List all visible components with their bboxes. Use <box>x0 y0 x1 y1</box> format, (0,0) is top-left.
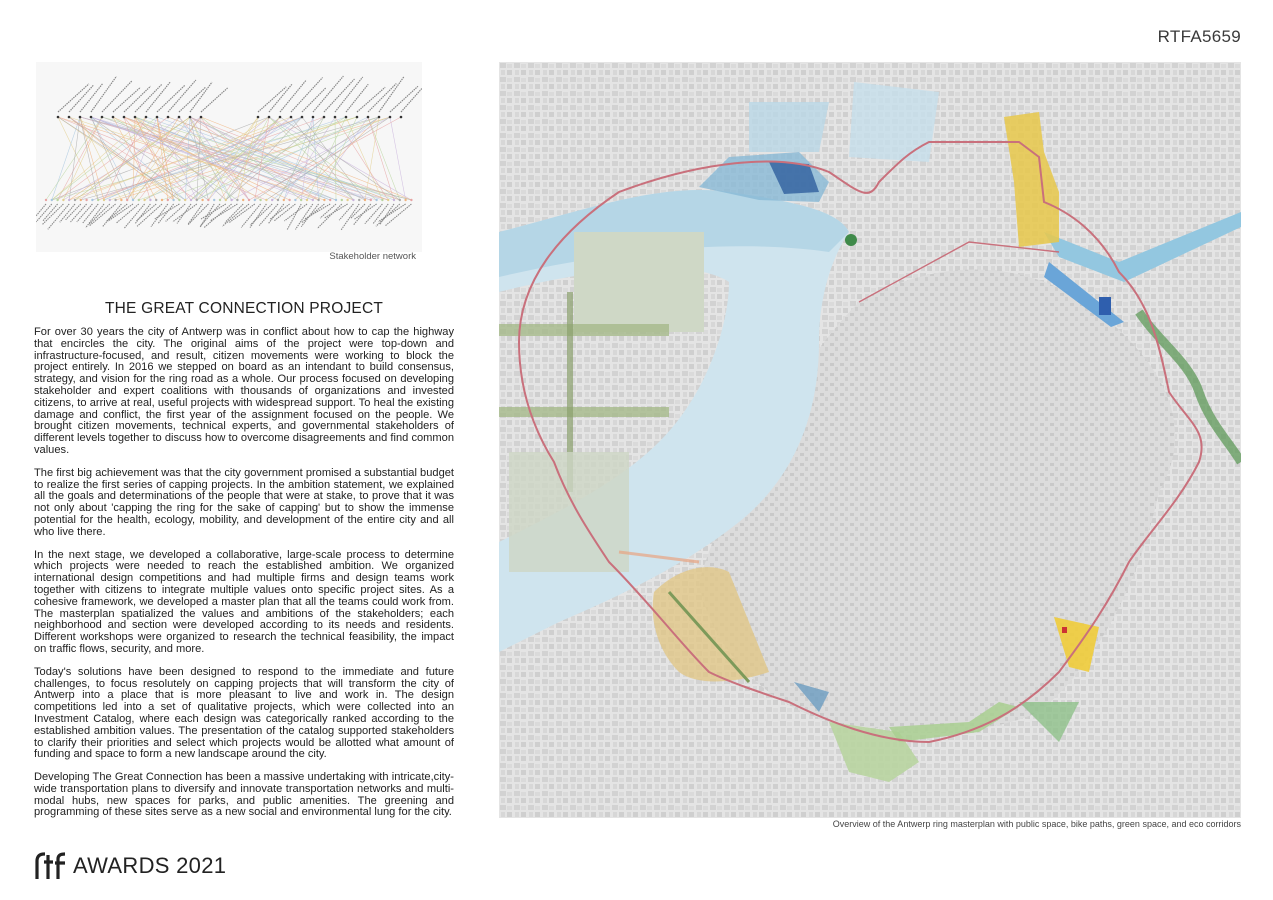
network-node <box>45 199 47 201</box>
green-corridor <box>499 324 669 336</box>
network-label-mark <box>210 204 237 221</box>
network-label-mark <box>324 204 347 218</box>
network-label-mark <box>280 80 306 112</box>
network-label-mark <box>168 80 196 112</box>
network-node <box>156 116 159 119</box>
network-node <box>375 199 377 201</box>
rtf-logo-icon <box>34 851 68 881</box>
network-node <box>132 199 134 201</box>
network-node <box>345 116 348 119</box>
network-label-mark <box>373 204 388 224</box>
network-label-mark <box>42 204 63 224</box>
left-bank-park <box>574 232 704 332</box>
network-node <box>184 199 186 201</box>
paragraph: For over 30 years the city of Antwerp was in conflict about how to cap the highway that encircles the city. The original aims of the project were top-down and infrastructure-focused, and result, citizen movements were working to block the project entirely. In 2016 we stepped on board as an intendant to build consensus, strategy, and vision for the ring road as a whole. Our process focused on developing stakeholder and expert coalitions with thousands of organizations and invested citizens, to arrive at real, useful projects with widespread support. To heal the existing damage and conflict, the first year of the assignment focused on the people. We brought citizen movements, technical experts, and governmental stakeholders of different levels together to discuss how to overcome disagreements and find common values. <box>34 326 454 456</box>
network-node <box>161 199 163 201</box>
green-node <box>845 234 857 246</box>
network-node <box>57 116 60 119</box>
network-node <box>68 199 70 201</box>
network-link <box>319 117 357 200</box>
network-node <box>312 116 315 119</box>
network-node <box>207 199 209 201</box>
network-node <box>367 116 370 119</box>
network-label-mark <box>102 81 132 112</box>
network-node <box>399 199 401 201</box>
network-node <box>172 199 174 201</box>
network-node <box>335 199 337 201</box>
network-node <box>301 116 304 119</box>
network-node <box>149 199 151 201</box>
paragraph: Today's solutions have been designed to respond to the immediate and future challenges, to focus resolutely on capping projects that will transform the city of Antwerp into a place that is more pleasant to live and work in. The design competitions led into a set of qualitative projects, which were collected into an Investment Catalog, where each design was categorically ranked according to the established ambition values. The presentation of the catalog supported stakeholders to clarify their priorities and select which projects would be allotted what amount of funding and space to form a new landscape around the city. <box>34 665 454 761</box>
stakeholder-network-caption: Stakeholder network <box>329 251 416 262</box>
network-node <box>145 116 148 119</box>
network-label-mark <box>179 87 206 112</box>
antwerp-ring-map <box>499 62 1241 818</box>
page-title: THE GREAT CONNECTION PROJECT <box>104 300 383 317</box>
network-label-mark <box>346 84 368 112</box>
network-node <box>312 199 314 201</box>
network-node <box>114 199 116 201</box>
network-node <box>341 199 343 201</box>
network-label-mark <box>401 80 422 112</box>
network-node <box>259 199 261 201</box>
network-node <box>393 199 395 201</box>
network-node <box>277 199 279 201</box>
network-node <box>279 116 282 119</box>
network-label-mark <box>295 204 312 229</box>
network-label-mark <box>302 88 326 112</box>
network-label-mark <box>48 204 69 229</box>
network-label-mark <box>335 77 363 112</box>
network-node <box>201 199 203 201</box>
green-corridor <box>499 407 669 417</box>
network-node <box>189 116 192 119</box>
network-label-mark <box>317 204 341 228</box>
network-node <box>213 199 215 201</box>
network-label-mark <box>324 79 354 112</box>
network-node <box>400 116 403 119</box>
network-node <box>236 199 238 201</box>
network-node <box>257 116 260 119</box>
stakeholder-network-figure <box>36 62 422 252</box>
network-node <box>248 199 250 201</box>
network-node <box>290 116 293 119</box>
paragraph: Developing The Great Connection has been a massive undertaking with intricate,city-wide transportation plans to diversify and innovate transportation networks and multi-modal hubs, new spaces for parks, and public amenities. The greening and programming of these sites serve as a new social and environmental lung for the city. <box>34 771 454 819</box>
network-label-mark <box>190 82 212 112</box>
network-node <box>323 116 326 119</box>
network-label-mark <box>380 204 394 225</box>
blue-accent-area <box>1099 297 1111 315</box>
network-node <box>364 199 366 201</box>
network-node <box>190 199 192 201</box>
network-label-mark <box>188 204 202 224</box>
network-node <box>74 199 76 201</box>
network-node <box>109 199 111 201</box>
map-caption: Overview of the Antwerp ring masterplan with public space, bike paths, green space, and eco corridors <box>832 819 1241 829</box>
network-link <box>272 117 379 200</box>
network-label-mark <box>250 204 266 228</box>
body-text <box>34 327 454 830</box>
network-node <box>352 199 354 201</box>
network-node <box>381 199 383 201</box>
network-node <box>178 116 181 119</box>
network-node <box>134 116 137 119</box>
network-node <box>254 199 256 201</box>
network-node <box>126 199 128 201</box>
network-label-mark <box>58 84 89 112</box>
network-link <box>135 117 261 200</box>
network-label-mark <box>222 204 249 226</box>
harbor-dock <box>749 102 829 152</box>
network-label-mark <box>177 204 191 223</box>
network-label-mark <box>379 77 404 112</box>
network-label-mark <box>204 204 232 228</box>
network-node <box>167 116 170 119</box>
network-node <box>370 199 372 201</box>
network-node <box>196 199 198 201</box>
network-node <box>356 116 359 119</box>
network-node <box>85 199 87 201</box>
network-label-mark <box>69 85 93 112</box>
left-bank-park <box>509 452 629 572</box>
network-node <box>271 199 273 201</box>
network-node <box>346 199 348 201</box>
network-node <box>306 199 308 201</box>
network-label-mark <box>151 204 168 227</box>
network-label-mark <box>313 76 343 112</box>
network-link <box>368 117 400 200</box>
network-node <box>200 116 203 119</box>
network-link <box>197 117 258 200</box>
network-label-mark <box>188 204 208 225</box>
network-node <box>300 199 302 201</box>
network-node <box>123 116 126 119</box>
network-node <box>378 116 381 119</box>
network-node <box>101 116 104 119</box>
network-link <box>116 117 390 200</box>
network-node <box>97 199 99 201</box>
masterplan-map <box>499 62 1241 818</box>
network-node <box>112 116 115 119</box>
network-node <box>80 199 82 201</box>
paragraph: The first big achievement was that the city government promised a substantial budget to realize the first series of capping projects. In the ambition statement, we explained all the goals and determinations of the people that were at stake, to prove that it was not only about 'capping the ring for the sake of capping' but to show the immense potential for the health, ecology, mobility, and development of the entire city and all who live there. <box>34 466 454 538</box>
network-node <box>323 199 325 201</box>
network-label-mark <box>385 204 411 226</box>
network-node <box>389 116 392 119</box>
network-node <box>387 199 389 201</box>
network-node <box>167 199 169 201</box>
network-node <box>143 199 145 201</box>
network-node <box>68 116 71 119</box>
network-node <box>219 199 221 201</box>
network-node <box>329 199 331 201</box>
paragraph: In the next stage, we developed a collaborative, large-scale process to determine which projects were needed to reach the established ambition. We organized international design competitions and had multiple firms and design teams work together with citizens to integrate multiple values onto specific project sites. As a cohesive framework, we developed a master plan that all the teams could work from. The masterplan spatialized the values and ambitions of the stakeholders; each neighborhood and section were developed according to its needs and residents. Different workshops were organized to research the technical feasibility, the impact on traffic flows, security, and more. <box>34 548 454 655</box>
network-node <box>79 116 82 119</box>
awards-label: AWARDS 2021 <box>73 853 227 878</box>
project-code: RTFA5659 <box>1157 27 1241 46</box>
network-node <box>230 199 232 201</box>
rtf-awards-logo <box>34 850 226 882</box>
network-node <box>334 116 337 119</box>
network-node <box>404 199 406 201</box>
network-link <box>390 117 406 200</box>
network-node <box>103 199 105 201</box>
network-node <box>317 199 319 201</box>
network-node <box>265 199 267 201</box>
network-node <box>283 199 285 201</box>
network-node <box>288 199 290 201</box>
network-label-mark <box>155 204 180 219</box>
network-node <box>358 199 360 201</box>
hub-marker <box>1062 627 1067 633</box>
network-node <box>242 199 244 201</box>
network-node <box>120 199 122 201</box>
network-link <box>146 117 382 200</box>
stakeholder-network-graph <box>36 62 422 252</box>
network-node <box>91 199 93 201</box>
network-node <box>294 199 296 201</box>
network-node <box>62 199 64 201</box>
network-node <box>268 116 271 119</box>
network-node <box>410 199 412 201</box>
network-label-mark <box>354 204 371 225</box>
network-node <box>155 199 157 201</box>
harbor-dock <box>849 82 939 162</box>
network-node <box>51 199 53 201</box>
network-node <box>225 199 227 201</box>
network-node <box>138 199 140 201</box>
network-node <box>56 199 58 201</box>
network-label-mark <box>302 204 325 223</box>
network-label-mark <box>269 84 292 112</box>
network-node <box>178 199 180 201</box>
network-label-mark <box>89 204 109 224</box>
network-node <box>90 116 93 119</box>
